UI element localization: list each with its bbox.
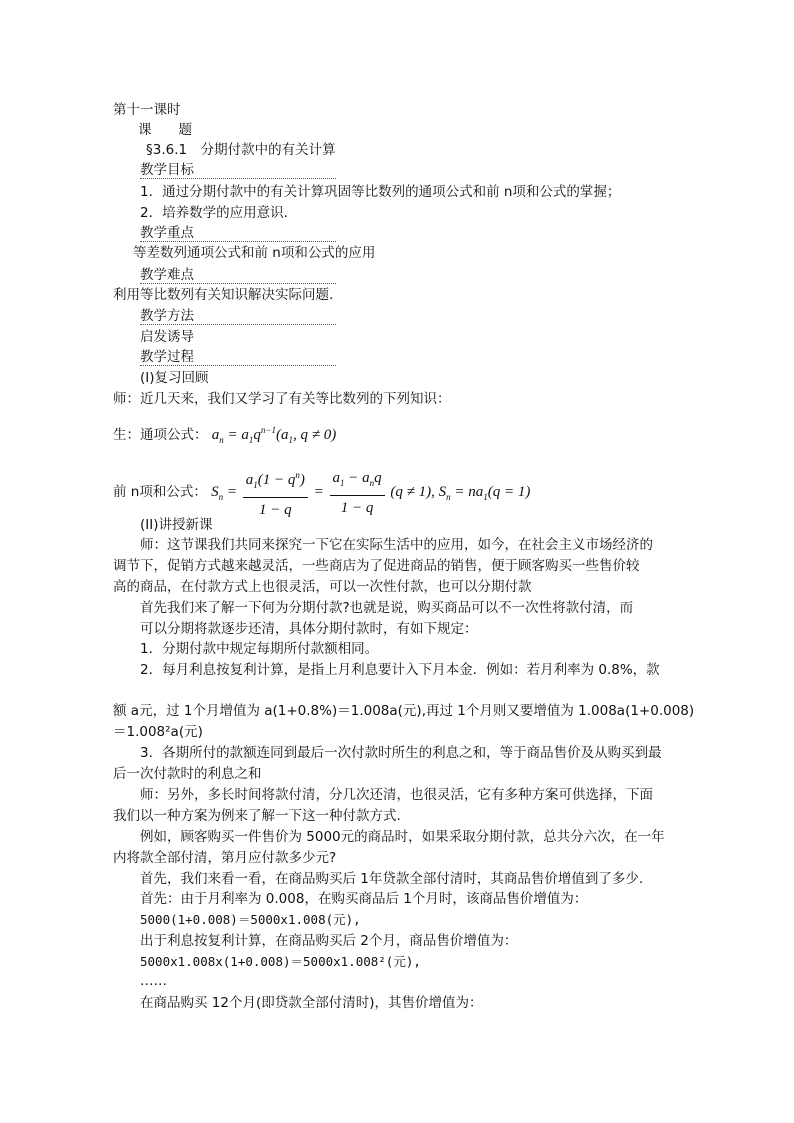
paragraph-line: 师：这节课我们共同来探究一下它在实际生活中的应用，如今，在社会主义市场经济的 (140, 537, 653, 553)
paragraph-line: 师：另外，多长时间将款付清，分几次还清，也很灵活，它有多种方案可供选择，下面 (140, 787, 653, 803)
calculation-line: 5000x1.008x(1+0.008)＝5000x1.008²(元), (140, 954, 421, 969)
heading-difficulties: 教学难点 (140, 267, 194, 283)
teacher-intro: 师：近几天来，我们又学习了有关等比数列的下列知识： (113, 391, 451, 407)
paragraph-line: 首先：由于月利率为 0.008，在购买商品后 1个月时，该商品售价增值为： (140, 891, 588, 907)
sum-formula (113, 464, 530, 521)
paragraph-line: 我们以一种方案为例来了解一下这一种付款方式. (113, 808, 401, 824)
section-new-lesson: (II)讲授新课 (140, 517, 213, 533)
key-points-text: 等差数列通项公式和前 n项和公式的应用 (133, 245, 376, 261)
objective-2: 2．培养数学的应用意识. (140, 205, 288, 221)
paragraph-line: 后一次付款时的利息之和 (113, 766, 262, 782)
paragraph-line: 额 a元，过 1个月增值为 a(1+0.8%)＝1.008a(元),再过 1个月则又要增值为 1.008a(1+0.008) (113, 703, 695, 719)
general-term-formula (113, 421, 336, 449)
heading-underline (140, 241, 336, 242)
topic-label: 课 题 (138, 122, 192, 138)
methods-text: 启发诱导 (140, 329, 194, 345)
rule-2: 2．每月利息按复利计算，是指上月利息要计入下月本金．例如：若月利率为 0.8%，款 (140, 662, 660, 678)
example-line: 例如，顾客购买一件售价为 5000元的商品时，如果采取分期付款，总共分六次，在一年 (140, 829, 665, 845)
paragraph-line: ＝1.008²a(元) (113, 724, 203, 740)
heading-underline (140, 178, 336, 179)
difficulties-text: 利用等比数列有关知识解决实际问题. (113, 287, 334, 303)
heading-key-points: 教学重点 (140, 225, 194, 241)
heading-objectives: 教学目标 (140, 162, 194, 178)
general-term-label: 生：通项公式： (113, 427, 208, 443)
rule-3: 3．各期所付的款额连同到最后一次付款时所生的利息之和，等于商品售价及从购买到最 (140, 745, 662, 761)
paragraph-line: 高的商品，在付款方式上也很灵活，可以一次性付款，也可以分期付款 (113, 579, 532, 595)
paragraph-line: 出于利息按复利计算，在商品购买后 2个月，商品售价增值为： (140, 933, 518, 949)
section-review: (I)复习回顾 (140, 370, 209, 386)
objective-1: 1．通过分期付款中的有关计算巩固等比数列的通项公式和前 n项和公式的掌握； (140, 184, 621, 200)
sum-formula-label: 前 n项和公式： (113, 483, 207, 500)
paragraph-line: 可以分期将款逐步还清，具体分期付款时，有如下规定： (140, 621, 478, 637)
heading-underline (140, 283, 336, 284)
calculation-line: 5000(1+0.008)＝5000x1.008(元), (140, 912, 361, 927)
paragraph-line: 调节下，促销方式越来越灵活，一些商店为了促进商品的销售，便于顾客购买一些售价较 (113, 558, 640, 574)
paragraph-line: 在商品购买 12个月(即贷款全部付清时)，其售价增值为： (140, 995, 483, 1011)
heading-methods: 教学方法 (140, 308, 194, 324)
example-line: 内将款全部付清，第月应付款多少元? (113, 850, 337, 866)
heading-underline (140, 365, 336, 366)
paragraph-line: 首先，我们来看一看，在商品购买后 1年贷款全部付清时，其商品售价增值到了多少. (140, 871, 644, 887)
general-term-expression: $a_n = a_1q^{n-1}(a_1$, q ≠ 0) (211, 425, 337, 445)
heading-process: 教学过程 (140, 349, 194, 365)
topic-title: §3.6.1 分期付款中的有关计算 (146, 142, 336, 158)
ellipsis: …… (140, 973, 167, 989)
lesson-number: 第十一课时 (113, 102, 181, 118)
rule-1: 1．分期付款中规定每期所付款额相同。 (140, 641, 379, 657)
sum-formula-expression: $S_n$ = $\frac{a_1(1 - q^n)}{1 - q}$ = $\frac{a_1 - a_nq}{1 - q}$ (q ≠ 1), $S_n = na_1(q = 1)$ (211, 484, 530, 500)
paragraph-line: 首先我们来了解一下何为分期付款?也就是说，购买商品可以不一次性将款付清，而 (140, 600, 634, 616)
heading-underline (140, 324, 336, 325)
